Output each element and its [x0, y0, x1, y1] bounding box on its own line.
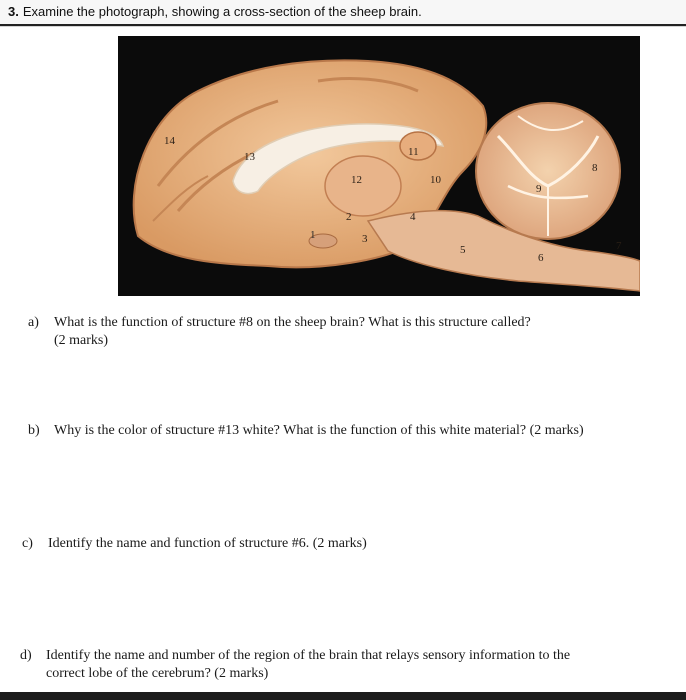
- part-d-letter: d): [20, 648, 32, 663]
- label-1: 1: [310, 229, 316, 241]
- part-b: [28, 422, 678, 440]
- part-a-text: What is the function of structure #8 on the sheep brain? What is this structure called?: [54, 315, 531, 330]
- label-6: 6: [538, 252, 544, 264]
- part-d-text-line2: correct lobe of the cerebrum? (2 marks): [46, 666, 269, 681]
- part-d-text: Identify the name and number of the region of the brain that relays sensory information to the: [46, 648, 571, 663]
- brain-illustration: [118, 36, 640, 296]
- label-8: 8: [592, 162, 598, 174]
- part-c-text: Identify the name and function of structure #6. (2 marks): [48, 536, 367, 551]
- part-b-text: Why is the color of structure #13 white? What is the function of this white material? (2 marks): [54, 423, 584, 438]
- part-d: [20, 647, 680, 683]
- part-b-letter: b): [28, 423, 40, 438]
- part-c-letter: c): [22, 536, 33, 551]
- label-4: 4: [410, 211, 416, 223]
- header-divider: [0, 24, 686, 26]
- question-title-text: Examine the photograph, showing a cross-section of the sheep brain.: [22, 4, 422, 19]
- label-7: 7: [616, 240, 622, 252]
- label-13: 13: [244, 151, 255, 163]
- question-title: [8, 4, 422, 19]
- sheep-brain-photo: [118, 36, 640, 296]
- label-12: 12: [351, 174, 362, 186]
- label-10: 10: [430, 174, 441, 186]
- label-11: 11: [408, 146, 419, 158]
- part-a: [28, 314, 668, 350]
- label-3: 3: [362, 233, 368, 245]
- question-header: [0, 0, 686, 27]
- part-a-text-line2: (2 marks): [54, 333, 109, 348]
- label-14: 14: [164, 135, 175, 147]
- question-number: 3.: [8, 4, 19, 19]
- label-5: 5: [460, 244, 466, 256]
- label-9: 9: [536, 183, 542, 195]
- label-2: 2: [346, 211, 352, 223]
- part-c: [22, 535, 672, 553]
- part-a-letter: a): [28, 315, 39, 330]
- bottom-bar: [0, 692, 686, 700]
